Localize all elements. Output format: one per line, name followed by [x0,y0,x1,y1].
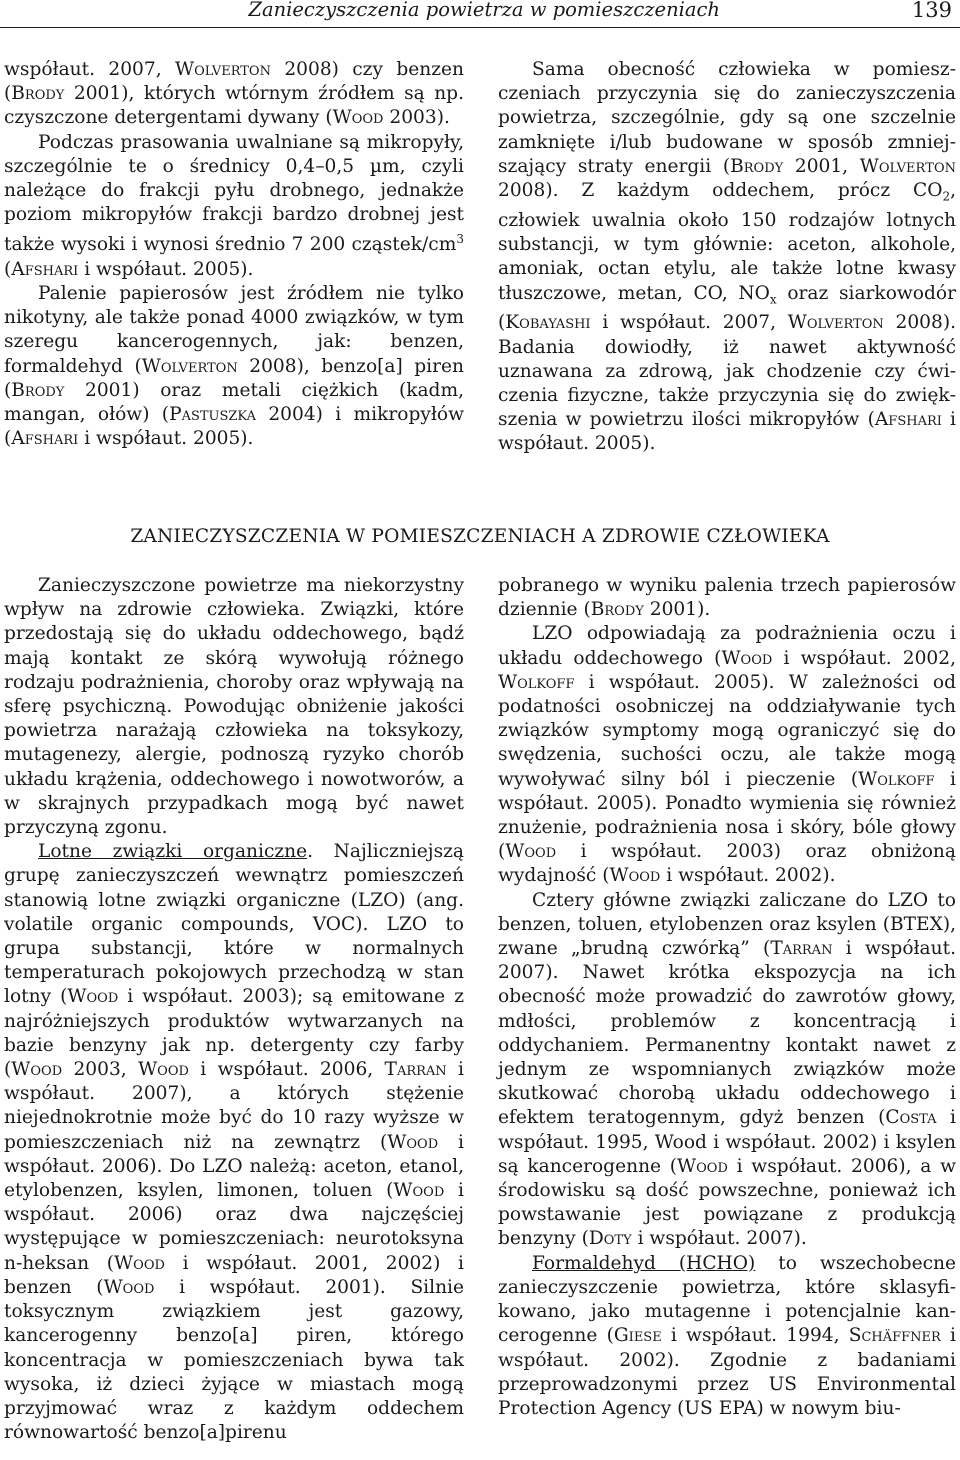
top-left-column [4,58,464,451]
citation-author: Tarran [384,1059,447,1081]
paragraph [498,574,956,622]
text-run: oraz siarkowodór ( [498,282,956,334]
page-number: 139 [911,0,952,22]
bottom-left-column [4,574,464,1445]
citation-author: Wood [67,986,119,1008]
subscript: 2 [942,189,951,204]
paragraph [4,58,464,131]
text-run: 2008) czy benzen ( [4,59,464,105]
citation-author: Afshari [11,428,79,450]
citation-author: Wolverton [787,312,884,334]
text-run: i współaut. 2003); są emitowane z najróżniejszych produktów wytwarzanych na bazie benzyny jak np. detergenty czy farby ( [4,986,464,1081]
citation-author: Wolkoff [498,671,575,693]
text-run: współaut. 2007, [4,59,175,80]
paragraph [4,131,464,282]
bottom-right-column [498,574,956,1421]
citation-author: Wolverton [174,59,271,80]
citation-author: Brody [11,379,65,401]
citation-author: Brody [11,83,65,105]
text-run: LZO odpowiadają za podrażnienia oczu i układu oddechowego ( [498,623,956,669]
text-run: 2001) oraz metali ciężkich (kadm, mangan, ołów) ( [4,379,464,426]
citation-author: Afshari [11,258,79,280]
text-run: i współaut. 2001, 2002) i benzen ( [4,1252,464,1298]
text-run: i współaut. 2007). [631,1228,807,1250]
top-right-column [498,58,956,457]
citation-author: Wood [103,1276,155,1298]
citation-author: Wood [138,1059,189,1081]
text-run: 2001), których wtórnym źródłem są np. czyszczone detergentami dywany ( [4,83,464,129]
paragraph [4,840,464,1445]
citation-author: Pastuszka [169,404,257,426]
text-run: i współaut. 2005). Ponadto wymienia się również znużenie, podrażnienia nosa i skóry, bóle głowy ( [498,768,957,863]
text-run: 2001, [783,155,860,177]
subsection-title: Formaldehyd (HCHO) [532,1252,756,1274]
text-run: Cztery główne związki zaliczane do LZO to benzen, toluen, etylobenzen oraz ksylen (BTEX), zwane „brudną czwórką” ( [498,889,956,960]
text-run: i współaut. 2007, [590,312,788,334]
text-run: i współaut. 2002, [772,647,956,669]
citation-author: Wolverton [141,355,238,377]
text-run: pobranego w wyniku palenia trzech papierosów dziennie ( [498,575,956,621]
citation-author: Wood [721,647,773,669]
superscript: 3 [456,232,464,247]
text-run: i współaut. 2001). Silnie toksycznym związkiem jest gazowy, kancerogenny benzo[a] piren, którego koncentracja w pomieszczeniach bywa tak wysoka, iż dzieci żyjące w miastach mogą przyjmować wraz z każdym oddechem równowartość benzo[a]pirenu [4,1276,465,1444]
text-run: . Najliczniejszą grupę zanieczyszczeń wewnątrz pomieszczeń stanowią lotne związki organiczne (LZO) (ang. volatile organic compounds, VOC). LZO to grupa substancji, które w normalnych temperaturach pokojowych przechodzą w stan lotny ( [4,841,464,1008]
text-run: Palenie papierosów jest źródłem nie tylko nikotyny, ale także ponad 4000 związków, w tym szeregu kancerogennych, jak: benzen, formaldehyd ( [4,283,464,377]
running-head: Zanieczyszczenia powietrza w pomieszczeniach [248,0,720,21]
text-run: i współaut. 1995, Wood i współaut. 2002) i ksylen są kancerogenne ( [498,1107,956,1177]
paragraph [498,889,956,1252]
section-heading: ZANIECZYSZCZENIA W POMIESZCZENIACH A ZDROWIE CZŁOWIEKA [130,526,830,547]
text-run: i współaut. 2005). [498,409,956,455]
text-run: 2008), benzo[a] piren ( [4,355,464,401]
text-run: 2001). [643,599,711,621]
paragraph [498,1252,956,1421]
citation-author: Wood [332,107,384,129]
text-run: i współaut. 2006). Do LZO należą: aceton, etanol, etylobenzen, ksylen, limonen, toluen ( [4,1131,465,1202]
citation-author: Wood [677,1155,728,1177]
text-run: 2004) i mikropyłów ( [4,404,464,450]
citation-author: Doty [588,1228,632,1250]
text-run: 2003, [62,1059,139,1081]
text-run: Podczas prasowania uwalniane są mikropyły, szczególnie te o średnicy 0,4–0,5 µm, czyli należące do frakcji pyłu drobnego, jednakże poziom mikropyłów frakcji bardzo drobnej jest także wysoki i wynosi średnio 7 200 cząstek/cm [4,131,464,256]
text-run: i współaut. 2007). Nawet krótka ekspozycja na ich obecność może prowadzić do zawrotów głowy, mdłości, problemów z koncentracją i oddychaniem. Permanentny kontakt nawet z jednym ze wspomnianych związków może skutkować chorobą układu oddechowego i efektem teratogennym, gdyż benzen ( [498,938,956,1129]
citation-author: Wood [387,1131,439,1153]
citation-author: Tarran [770,938,833,960]
text-run: i współaut. 2005). [78,428,254,450]
text-run: 2008). Z każdym oddechem, prócz CO [498,180,943,202]
citation-author: Wolverton [859,155,956,177]
citation-author: Afshari [874,409,942,431]
citation-author: Brody [590,599,644,621]
citation-author: Giese [613,1325,662,1347]
citation-author: Wood [11,1059,63,1081]
text-run: i współaut. 1994, [661,1325,849,1347]
citation-author: Wolkoff [858,768,935,790]
citation-author: Wood [114,1252,165,1274]
citation-author: Brody [730,155,784,177]
text-run: i współaut. 2002). Zgodnie z badaniami przeprowadzonymi przez US Environmental Protection Agency (US EPA) w nowym biu- [498,1325,956,1419]
text-run: i współaut. 2006, [188,1059,385,1081]
text-run: i współaut. 2007), a których stężenie niejednokrotnie może być do 10 razy wyższe w pomieszczeniach niż na zewnątrz ( [4,1059,464,1153]
text-run: 2003). [383,107,450,129]
header-rule [0,27,960,28]
subscript: x [769,292,777,307]
text-run: , człowiek uwalnia około 150 rodzajów lotnych substancji, w tym głównie: aceton, alkohole, amoniak, octan etylu, ale także lotne kwasy tłuszczowe, metan, CO, NO [498,180,956,304]
text-run: i współaut. 2003) oraz obniżoną wydajność ( [498,841,956,887]
text-run: i współaut. 2005). W zależności od podatności osobniczej na oddziaływanie tych związków symptomy mogą ograniczyć się do swędzenia, suchości oczu, ale także mogą wywoływać silny ból i pieczenie ( [498,671,956,790]
text-run: ( [4,258,12,280]
citation-author: Wood [609,865,661,887]
text-run: i współaut. 2006), a w środowisku są dość powszechne, ponieważ ich powstawanie jest powiązane z produkcją benzyny ( [498,1155,956,1250]
paragraph [4,282,464,451]
citation-author: Costa [885,1107,937,1129]
citation-author: Wood [505,841,557,863]
subsection-title: Lotne związki organiczne [38,841,308,863]
citation-author: Schäffner [848,1325,941,1347]
citation-author: Kobayashi [505,312,591,334]
text-run: i współaut. 2006) oraz dwa najczęściej występujące w pomieszczeniach: neurotoksyna n-heksan ( [4,1180,465,1274]
text-run: Sama obecność człowieka w pomieszczeniach przyczynia się do zanieczyszczenia powietrza, szczególnie, gdy są one szczelnie zamknięte i/lub budowane w sposób zmniejszający straty energii ( [498,59,956,177]
text-run: i współaut. 2005). [78,258,254,280]
text-run: i współaut. 2002). [660,865,836,887]
paragraph [498,58,956,457]
text-run: 2008). Badania dowiodły, iż nawet aktywność uznawana za zdrową, jak chodzenie czy ćwiczenia fizyczne, także przyczynia się do zwiększenia w powietrzu ilości mikropyłów ( [498,312,956,431]
citation-author: Wood [393,1180,445,1202]
text-run: to wszechobecne zanieczyszczenie powietrza, które sklasyfikowano, jako mutagenne i potencjalnie kancerogenne ( [498,1252,956,1347]
paragraph [498,622,956,888]
paragraph: Zanieczyszczone powietrze ma niekorzystny wpływ na zdrowie człowieka. Związki, które przedostają się do układu oddechowego, bądź mają kontakt ze skórą wywołują różnego rodzaju podrażnienia, choroby oraz wpływają na sferę psychiczną. Powodując obniżenie jakości powietrza narażają człowieka na toksykozy, mutagenezy, alergie, podnoszą ryzyko chorób układu krążenia, oddechowego i nowotworów, a w skrajnych przypadkach mogą być nawet przyczyną zgonu. [4,575,464,839]
